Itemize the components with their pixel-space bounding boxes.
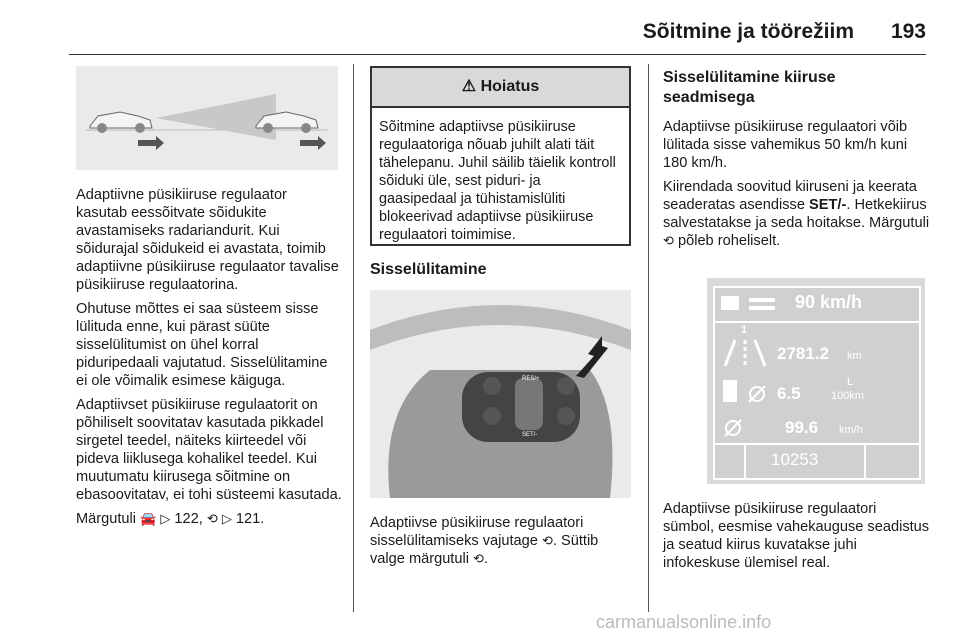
steering-wheel-figure	[370, 290, 631, 498]
distance-button-icon	[483, 407, 501, 425]
set-speed: 90 km/h	[795, 292, 863, 312]
paragraph: Kiirendada soovitud kiiruseni ja keerata seaderatas asendisse SET/-. Hetkekiirus salvestatakse ja seda hoitakse. Märgutuli ⟲ põleb roheliselt.	[663, 179, 930, 249]
cruise-indicator-icon: ⟲	[473, 551, 484, 566]
odometer-value: 2781.2	[777, 344, 829, 363]
total-distance: 10253	[771, 450, 819, 469]
distance-bars-icon	[749, 298, 775, 302]
svg-text:SET/-: SET/-	[522, 432, 538, 438]
car-front-icon	[721, 296, 739, 310]
section-heading: Sisselülitamine	[370, 261, 487, 278]
display-screen	[713, 286, 921, 480]
page-link[interactable]: 121.	[235, 511, 265, 527]
paragraph: Märgutuli 🚘 ▷ 122, ⟲ ▷ 121.	[76, 511, 265, 527]
arrow-right-icon	[300, 136, 326, 150]
display-caption: Adaptiivse püsikiiruse regulaatori sümbol, eesmise vahekauguse seadistus ja seatud kiirus kuvatakse juhi infokeskuse ülemisel real.	[663, 501, 930, 571]
lane-number: 1	[741, 324, 748, 336]
arrow-ref-icon: ▷	[160, 511, 171, 526]
paragraph: Adaptiivse püsikiiruse regulaatori võib lülitada sisse vahemikus 50 km/h kuni 180 km/h.	[663, 119, 908, 171]
adaptive-cruise-icon: ⟲	[541, 533, 553, 548]
consumption-value: 6.5	[777, 384, 801, 403]
column-3	[663, 118, 931, 256]
cruise-indicator-icon: ⟲	[206, 511, 218, 526]
average-speed-value: 99.6	[785, 418, 819, 437]
radar-illustration	[76, 66, 338, 170]
paragraph: Ohutuse mõttes ei saa süsteem sisse lülituda enne, kui pärast süüte sisselülitumist on ühel korral piduripedaali vajutatud. Sisselülitamine ei ole võimalik esimese käiguga.	[76, 301, 328, 389]
average-speed-unit: km/h	[839, 424, 863, 436]
page-number: 193	[890, 20, 926, 43]
warning-text: Sõitmine adaptiivse püsikiiruse regulaatoriga nõuab juhilt alati täit tähelepanu. Juhil säilib täielik kontroll sõiduki üle, sest piduri- ja gaasipedaal ja tühistamislüliti blokeerivad adaptiivse püsikiiruse regulaatori toimimise.	[379, 119, 616, 243]
warning-icon: ⚠	[461, 78, 477, 95]
wheel-caption: Adaptiivse püsikiiruse regulaatori sisselülitamiseks vajutage ⟲. Süttib valge märgutuli ⟲.	[370, 515, 599, 567]
steering-wheel-illustration	[370, 290, 631, 498]
arrow-right-icon	[138, 136, 164, 150]
settings-button-icon	[557, 407, 575, 425]
warning-header: ⚠ Hoiatus	[372, 68, 629, 108]
driver-info-display-figure	[707, 278, 925, 484]
section-title: Sõitmine ja töörežiim	[642, 20, 854, 43]
radar-figure	[76, 66, 338, 170]
consumption-unit-top: L	[847, 376, 854, 388]
odometer-unit: km	[847, 350, 862, 362]
paragraph: Adaptiivset püsikiiruse regulaatorit on põhiliselt soovitatav kasutada pikkadel sirgetel teedel, näiteks kiirteedel või pideva liiklusega kohalikel teedel. Kui muutumatu kiirusega sõitmine on ebasoovitatav, ei tohi süsteemi kasutada.	[76, 397, 342, 503]
fuel-icon	[723, 380, 737, 402]
thumbwheel	[515, 378, 543, 430]
cruise-button-icon	[483, 377, 501, 395]
cruise-indicator-icon: ⟲	[663, 233, 674, 248]
svg-text:RES/+: RES/+	[522, 376, 540, 382]
column-divider	[353, 64, 354, 612]
paragraph: Adaptiivne püsikiiruse regulaator kasutab eessõitvate sõidukite avastamiseks radariandurit. Kui sõidurajal sõidukeid ei avastata, toimib adaptiivne püsikiiruse regulaator tavalise püsikiiruse regulaatorina.	[76, 187, 339, 293]
page-header	[0, 18, 960, 58]
header-rule	[69, 54, 926, 55]
column-divider	[648, 64, 649, 612]
consumption-unit-bottom: 100km	[831, 390, 865, 402]
adaptive-cruise-button-icon	[557, 377, 575, 395]
lane-icon	[725, 340, 735, 366]
pointer-arrow-icon	[576, 336, 608, 378]
section-heading: Sisselülitamine kiiruse seadmisega	[663, 69, 836, 106]
page-link[interactable]: 122,	[174, 511, 203, 527]
watermark: carmanualsonline.info	[596, 612, 772, 632]
warning-box	[370, 66, 631, 246]
car-indicator-icon: 🚘	[140, 511, 157, 526]
arrow-ref-icon: ▷	[221, 511, 232, 526]
column-1	[76, 186, 342, 534]
